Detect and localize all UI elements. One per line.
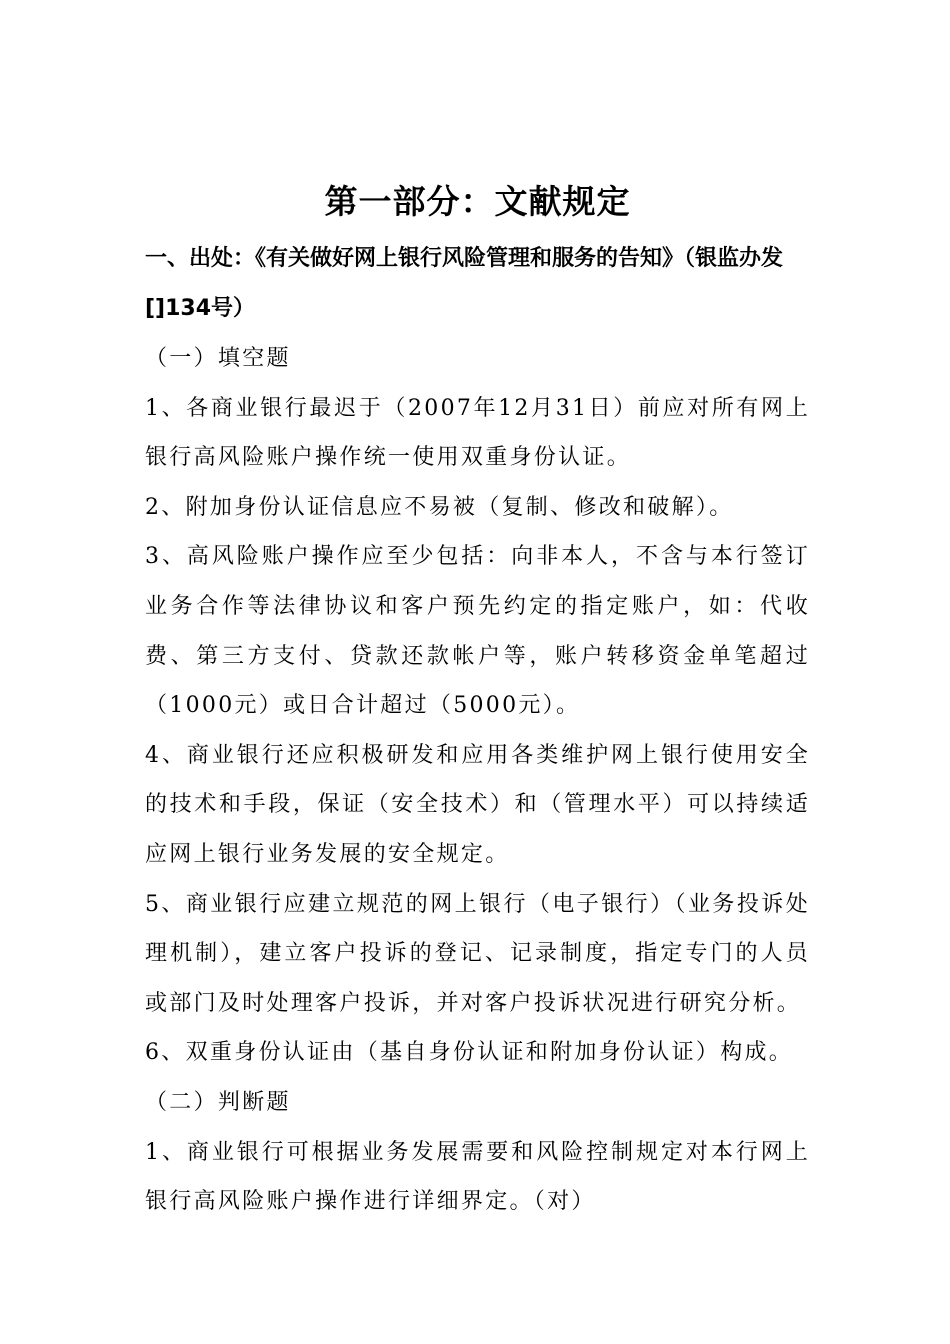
question-paragraph: 4、商业银行还应积极研发和应用各类维护网上银行使用安全的技术和手段，保证（安全技术）和（管理水平）可以持续适应网上银行业务发展的安全规定。 xyxy=(145,742,810,867)
document-page xyxy=(145,176,810,1227)
section-heading: 一、出处：《有关做好网上银行风险管理和服务的告知》（银监办发[]134号） xyxy=(145,246,784,321)
question-paragraph: 5、商业银行应建立规范的网上银行（电子银行）（业务投诉处理机制），建立客户投诉的登记、记录制度，指定专门的人员或部门及时处理客户投诉，并对客户投诉状况进行研究分析。 xyxy=(145,891,810,1016)
question-paragraph: 6、双重身份认证由（基自身份认证和附加身份认证）构成。 xyxy=(145,1040,794,1066)
question-paragraph: 1、商业银行可根据业务发展需要和风险控制规定对本行网上银行高风险账户操作进行详细界定。（对） xyxy=(145,1139,810,1215)
question-paragraph: 1、各商业银行最迟于（2007年12月31日）前应对所有网上银行高风险账户操作统一使用双重身份认证。 xyxy=(145,395,810,471)
section-subheading-true-false: （二）判断题 xyxy=(145,1089,291,1115)
document-title: 第一部分：文献规定 xyxy=(324,182,631,221)
question-paragraph: 3、高风险账户操作应至少包括：向非本人，不含与本行签订业务合作等法律协议和客户预先约定的指定账户，如：代收费、第三方支付、贷款还款帐户等，账户转移资金单笔超过（1000元）或日合计超过（5000元）。 xyxy=(145,544,810,719)
question-paragraph: 2、附加身份认证信息应不易被（复制、修改和破解）。 xyxy=(145,494,734,520)
section-subheading-fill-blank: （一）填空题 xyxy=(145,346,291,371)
